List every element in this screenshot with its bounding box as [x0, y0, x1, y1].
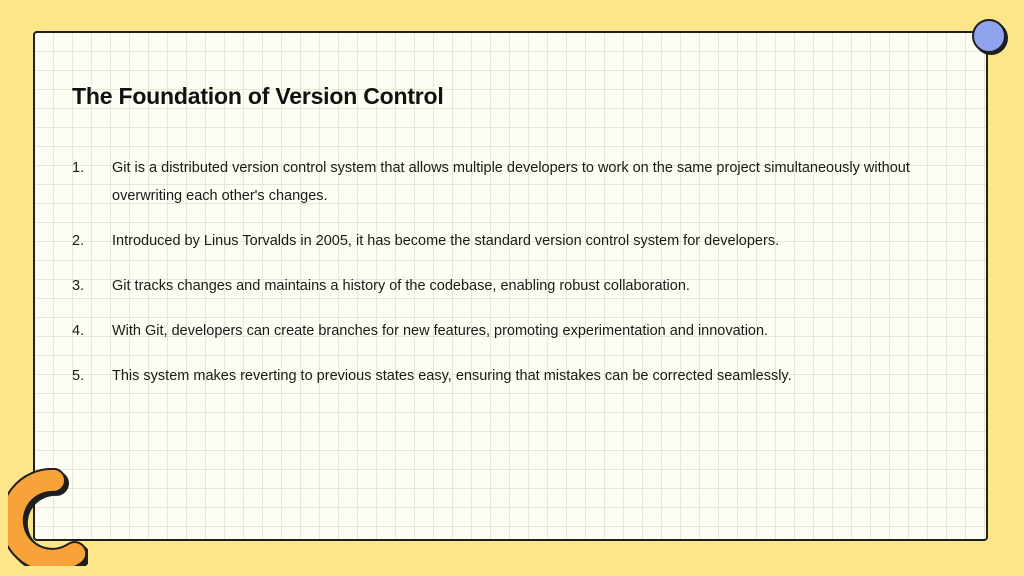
list-item [72, 317, 962, 345]
slide-title: The Foundation of Version Control [72, 83, 444, 109]
list-item-number: 4. [72, 323, 85, 339]
slide-card [33, 31, 988, 541]
list-item-text: This system makes reverting to previous states easy, ensuring that mistakes can be corrected seamlessly. [112, 368, 792, 384]
list-item-number: 5. [72, 368, 85, 384]
list-item-text: With Git, developers can create branches for new features, promoting experimentation and innovation. [112, 323, 769, 339]
list-item [72, 154, 962, 210]
c-shape-icon [8, 468, 88, 566]
list-item-number: 3. [72, 278, 85, 294]
list-item-number: 1. [72, 160, 85, 176]
bullet-list [72, 154, 962, 407]
list-item [72, 227, 962, 255]
list-item-text: Introduced by Linus Torvalds in 2005, it has become the standard version control system for developers. [112, 233, 780, 249]
list-item-text: Git tracks changes and maintains a history of the codebase, enabling robust collaboration. [112, 278, 690, 294]
list-item [72, 272, 962, 300]
list-item-number: 2. [72, 233, 85, 249]
circle-icon [972, 19, 1006, 53]
list-item [72, 362, 962, 390]
list-item-text: Git is a distributed version control system that allows multiple developers to work on the same project simultaneously without overwriting each other's changes. [112, 160, 910, 204]
